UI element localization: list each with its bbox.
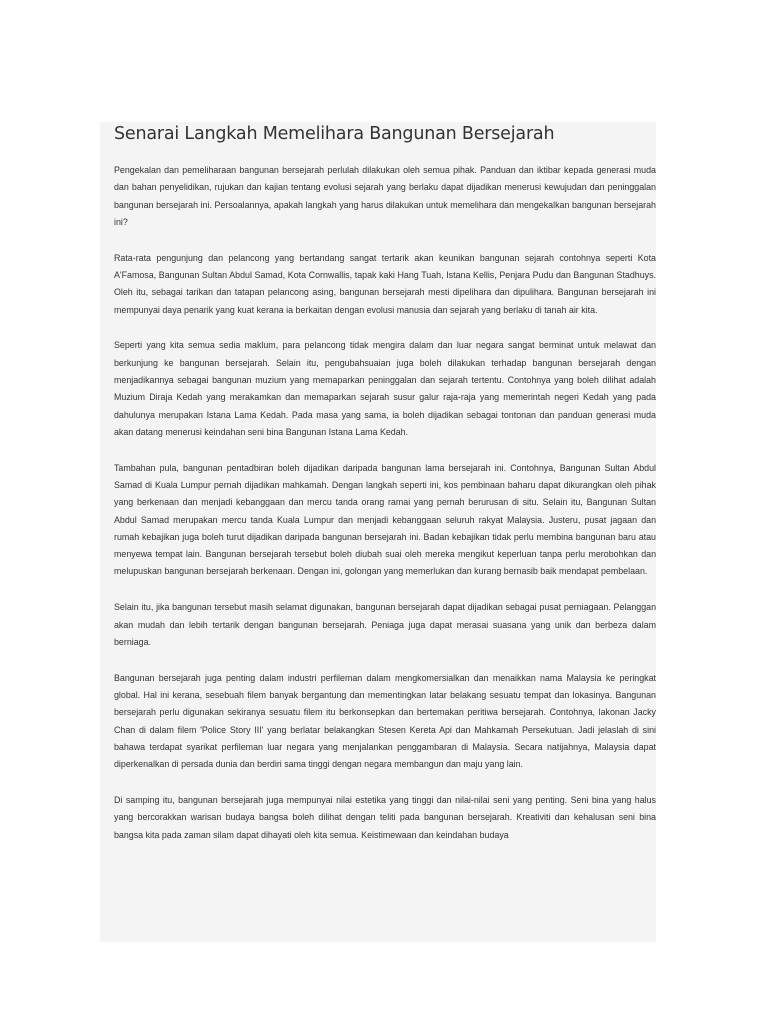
paragraph-6: Bangunan bersejarah juga penting dalam industri perfileman dalam mengkomersialkan dan menaikkan nama Malaysia ke peringkat global. Hal ini kerana, sesebuah filem banyak bergantung dan mementingkan latar belakang sesuatu tempat dan lokasinya. Bangunan bersejarah perlu digunakan sekiranya sesuatu filem itu berkonsepkan dan bertemakan peritiwa bersejarah. Contohnya, lakonan Jacky Chan di dalam filem 'Police Story III' yang berlatar belakangkan Stesen Kereta Api dan Mahkamah Persekutuan. Jadi jelaslah di sini bahawa terdapat syarikat perfileman luar negara yang menjalankan penggambaran di Malaysia. Secara natijahnya, Malaysia dapat diperkenalkan di persada dunia dan berdiri sama tinggi dengan negara membangun dan maju yang lain. (114, 672, 656, 770)
paragraph-5: Selain itu, jika bangunan tersebut masih selamat digunakan, bangunan bersejarah dapat dijadikan sebagai pusat perniagaan. Pelanggan akan mudah dan lebih tertarik dengan bangunan bersejarah. Peniaga juga dapat merasai suasana yang unik dan berbeza dalam berniaga. (114, 602, 656, 647)
document-body (114, 162, 656, 862)
document-title: Senarai Langkah Memelihara Bangunan Bersejarah (114, 124, 555, 144)
paragraph-3: Seperti yang kita semua sedia maklum, para pelancong tidak mengira dalam dan luar negara sangat berminat untuk melawat dan berkunjung ke bangunan bersejarah. Selain itu, pengubahsuaian juga boleh dilakukan terhadap bangunan bersejarah dengan menjadikannya sebagai bangunan muzium yang memaparkan peninggalan dan sejarah tertentu. Contohnya yang boleh dilihat adalah Muzium Diraja Kedah yang merakamkan dan memaparkan sejarah susur galur raja-raja yang memerintah negeri Kedah yang pada dahulunya merupakan Istana Lama Kedah. Pada masa yang sama, ia boleh dijadikan sebagai tontonan dan panduan generasi muda akan datang menerusi keindahan seni bina Bangunan Istana Lama Kedah. (114, 340, 656, 437)
paragraph-4: Tambahan pula, bangunan pentadbiran boleh dijadikan daripada bangunan lama bersejarah ini. Contohnya, Bangunan Sultan Abdul Samad di Kuala Lumpur pernah dijadikan mahkamah. Dengan langkah seperti ini, kos pembinaan baharu dapat dikurangkan oleh pihak yang berkenaan dan menjadi kebanggaan dan mercu tanda orang ramai yang pernah berurusan di situ. Selain itu, Bangunan Sultan Abdul Samad merupakan mercu tanda Kuala Lumpur dan menjadi kebanggaan seluruh rakyat Malaysia. Justeru, pusat jagaan dan rumah kebajikan juga boleh turut dijadikan daripada bangunan bersejarah ini. Badan kebajikan tidak perlu membina bangunan baru atau menyewa tempat lain. Bangunan bersejarah tersebut boleh diubah suai oleh mereka mengikut keperluan tanpa perlu merobohkan dan melupuskan bangunan bersejarah berkenaan. Dengan ini, golongan yang memerlukan dan kurang bernasib baik mendapat pembelaan. (114, 462, 656, 577)
document-page (100, 122, 656, 942)
paragraph-2: Rata-rata pengunjung dan pelancong yang bertandang sangat tertarik akan keunikan bangunan sejarah contohnya seperti Kota A'Famosa, Bangunan Sultan Abdul Samad, Kota Cornwallis, tapak kaki Hang Tuah, Istana Kellis, Penjara Pudu dan Bangunan Stadhuys. Oleh itu, sebagai tarikan dan tatapan pelancong asing, bangunan bersejarah mesti dipelihara dan dipulihara. Bangunan bersejarah ini mempunyai daya penarik yang kuat kerana ia berkaitan dengan evolusi manusia dan sejarah yang berlaku di tanah air kita. (114, 252, 656, 315)
paragraph-1: Pengekalan dan pemeliharaan bangunan bersejarah perlulah dilakukan oleh semua pihak. Panduan dan iktibar kepada generasi muda dan bahan penyelidikan, rujukan dan kajian tentang evolusi sejarah yang berlaku dapat dijadikan menerusi kewujudan dan peninggalan bangunan bersejarah ini. Persoalannya, apakah langkah yang harus dilakukan untuk memelihara dan mengekalkan bangunan bersejarah ini? (114, 165, 656, 227)
paragraph-7: Di samping itu, bangunan bersejarah juga mempunyai nilai estetika yang tinggi dan nilai-nilai seni yang penting. Seni bina yang halus yang bercorakkan warisan budaya bangsa boleh dilihat dengan teliti pada bangunan bersejarah. Kreativiti dan kehalusan seni bina bangsa kita pada zaman silam dapat dihayati oleh kita semua. Keistimewaan dan keindahan budaya (114, 794, 656, 840)
